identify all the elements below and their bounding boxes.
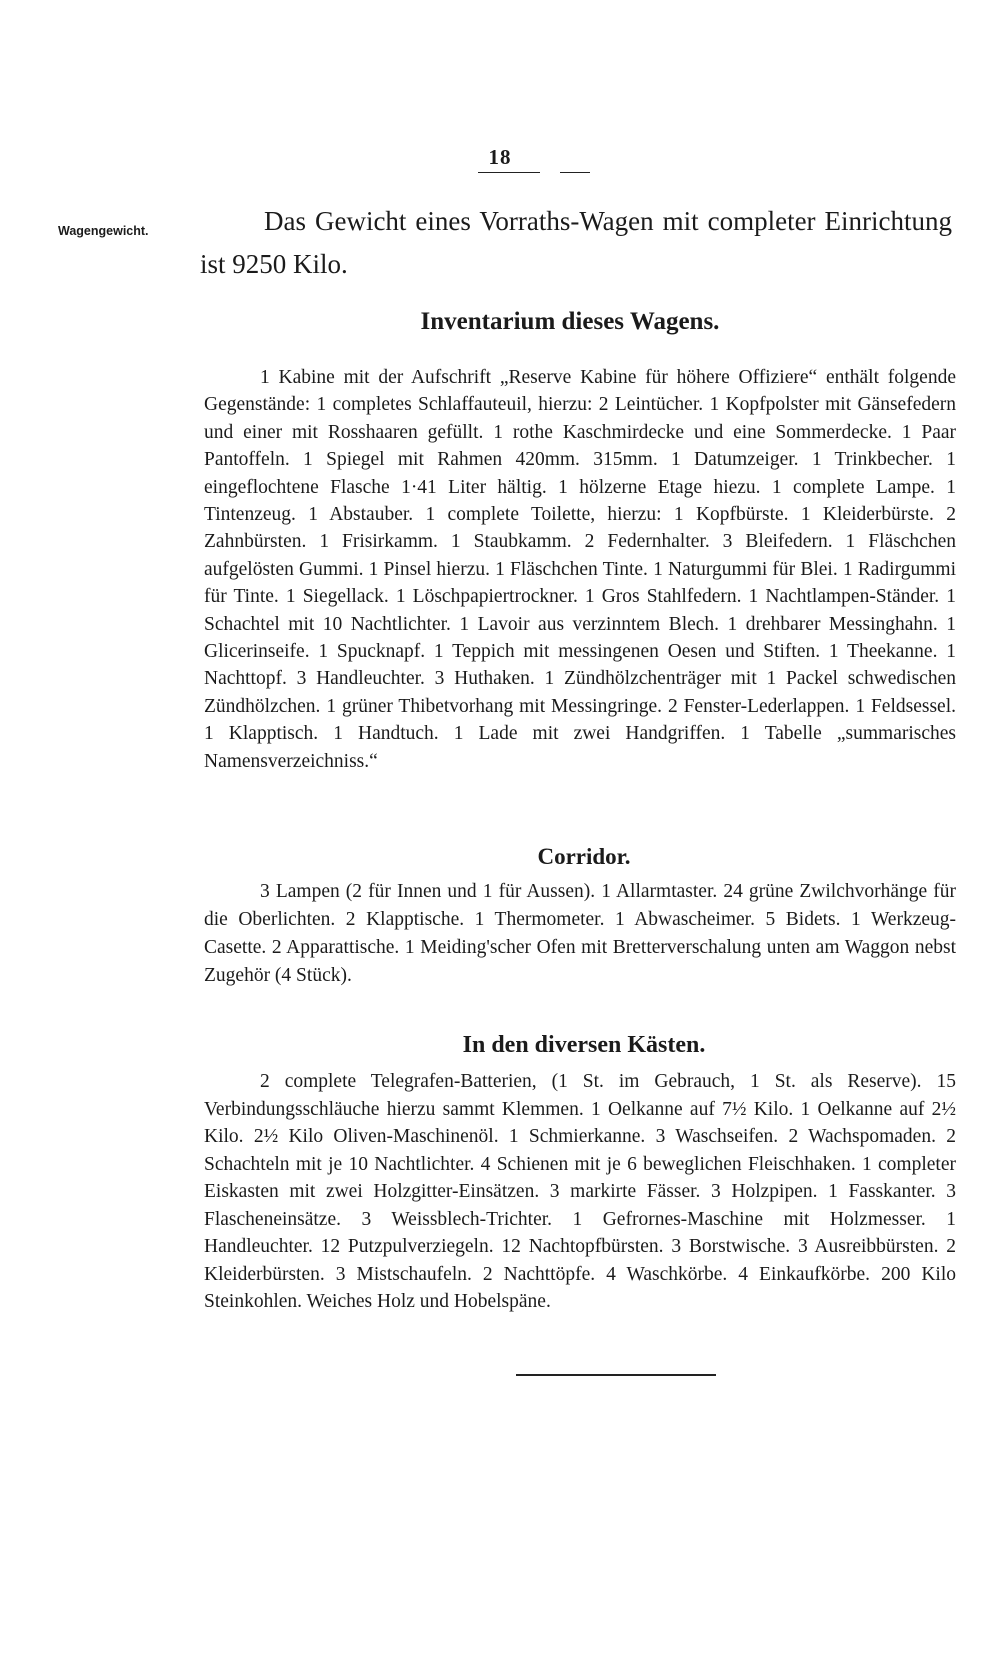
section-heading-boxes: In den diversen Kästen. (462, 1032, 706, 1058)
section-heading-inventory: Inventarium dieses Wagens. (420, 308, 720, 335)
section-body-corridor: 3 Lampen (2 für Innen und 1 für Aussen). 1 Allarmtaster. 24 grüne Zwilchvorhänge für die Oberlichten. 2 Klapptische. 1 Thermometer. 1 Abwascheimer. 5 Bidets. 1 Werkzeug-Casette. 2 Apparattische. 1 Meiding'scher Ofen mit Bretterverschalung unten am Waggon nebst Zugehör (4 Stück). (204, 881, 956, 986)
intro-paragraph: Das Gewicht eines Vorraths-Wagen mit completer Einrichtung ist 9250 Kilo. (200, 206, 952, 279)
margin-note: Wagengewicht. (58, 224, 149, 238)
section-heading-corridor: Corridor. (537, 844, 631, 869)
page-number-rule-right (560, 172, 590, 173)
end-rule (516, 1374, 716, 1376)
section-body-boxes: 2 complete Telegrafen-Batterien, (1 St. im Gebrauch, 1 St. als Reserve). 15 Verbindungsschläuche hierzu sammt Klemmen. 1 Oelkanne auf 7½ Kilo. 1 Oelkanne auf 2½ Kilo. 2½ Kilo Oliven-Maschinenöl. 1 Schmierkanne. 3 Waschseifen. 2 Wachspomaden. 2 Schachteln mit je 10 Nachtlichter. 4 Schienen mit je 6 beweglichen Fleischhaken. 1 completer Eiskasten mit zwei Holzgitter-Einsätzen. 3 markirte Fässer. 3 Holzpipen. 1 Fasskanter. 3 Flascheneinsätze. 3 Weissblech-Trichter. 1 Gefrornes-Maschine mit Holzmesser. 1 Handleuchter. 12 Putzpulverziegeln. 12 Nachtopfbürsten. 3 Borstwische. 3 Ausreibbürsten. 2 Kleiderbürsten. 3 Mistschaufeln. 2 Nachttöpfe. 4 Waschkörbe. 4 Einkaufkörbe. 200 Kilo Steinkohlen. Weiches Holz und Hobelspäne. (204, 1071, 956, 1312)
page-number-rule-left (478, 172, 540, 173)
section-body-inventory: 1 Kabine mit der Aufschrift „Reserve Kabine für höhere Offiziere“ enthält folgende Gegenstände: 1 completes Schlaffauteuil, hierzu: 2 Leintücher. 1 Kopfpolster mit Gänsefedern und einer mit Rosshaaren gefüllt. 1 rothe Kaschmirdecke und eine Sommerdecke. 1 Paar Pantoffeln. 1 Spiegel mit Rahmen 420mm. 315mm. 1 Datumzeiger. 1 Trinkbecher. 1 eingeflochtene Flasche 1·41 Liter hältig. 1 hölzerne Etage hiezu. 1 complete Lampe. 1 Tintenzeug. 1 Abstauber. 1 complete Toilette, hierzu: 1 Kopfbürste. 1 Kleiderbürste. 2 Zahnbürsten. 1 Frisirkamm. 1 Staubkamm. 2 Federnhalter. 3 Bleifedern. 1 Fläschchen aufgelösten Gummi. 1 Pinsel hierzu. 1 Fläschchen Tinte. 1 Naturgummi für Blei. 1 Radirgummi für Tinte. 1 Siegellack. 1 Löschpapiertrockner. 1 Gros Stahlfedern. 1 Nachtlampen-Ständer. 1 Schachtel mit 10 Nachtlichter. 1 Lavoir aus verzinntem Blech. 1 drehbarer Messinghahn. 1 Glicerinseife. 1 Spucknapf. 1 Teppich mit messingenen Oesen und Stiften. 1 Theekanne. 1 Nachttopf. 3 Handleuchter. 3 Huthaken. 1 Zündhölzchenträger mit 1 Packel schwedischen Zündhölzchen. 1 grüner Thibetvorhang mit Messingringe. 2 Fenster-Lederlappen. 1 Feldsessel. 1 Klapptisch. 1 Handtuch. 1 Lade mit zwei Handgriffen. 1 Tabelle „summarisches Namensverzeichniss.“ (204, 367, 956, 772)
page-number: 18 (488, 145, 512, 169)
